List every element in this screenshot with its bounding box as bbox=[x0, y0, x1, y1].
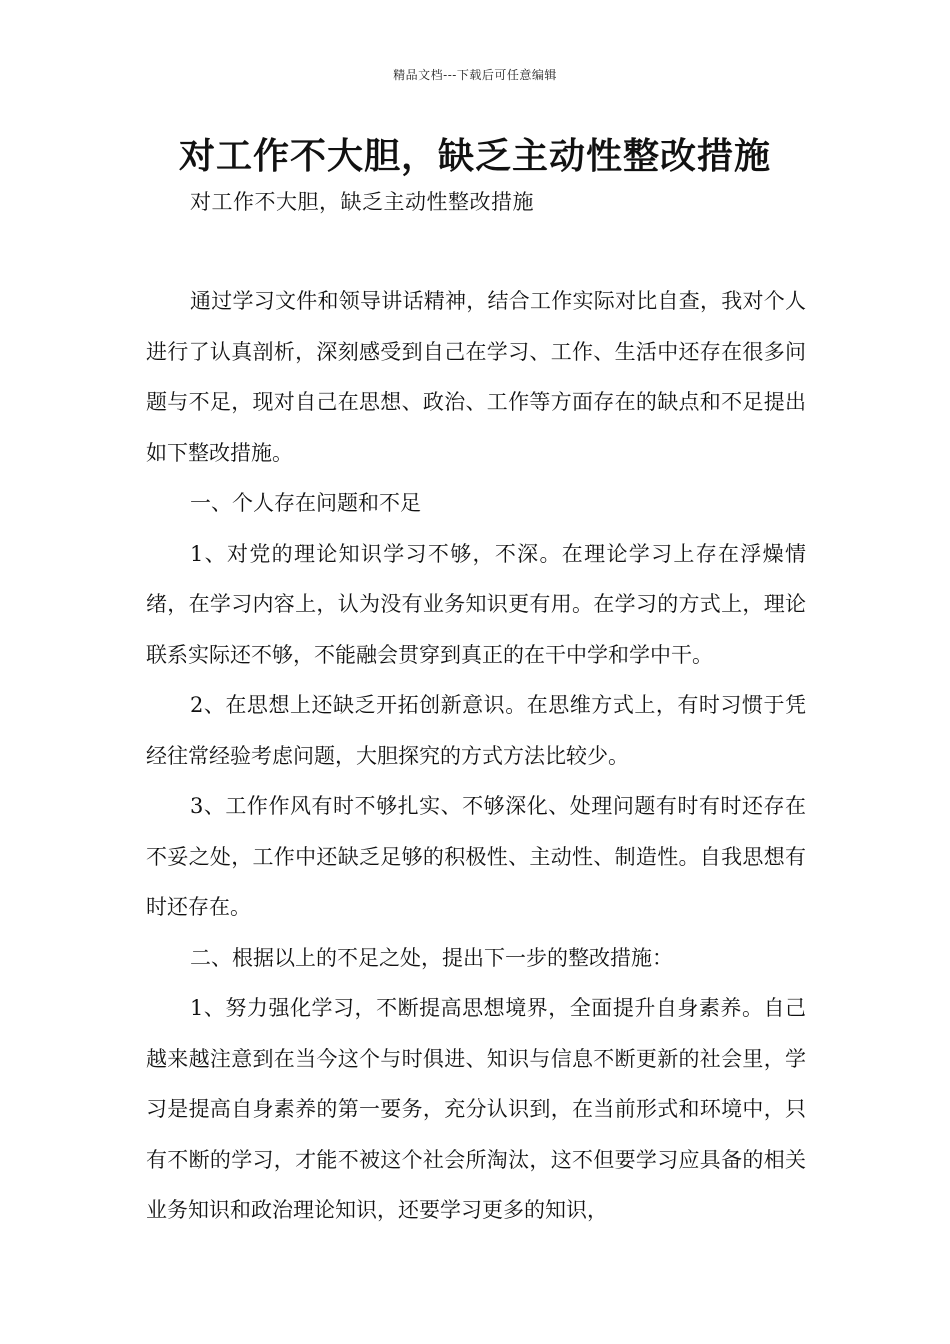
page-title: 对工作不大胆，缺乏主动性整改措施 bbox=[178, 136, 771, 177]
paragraph-measure-1: 1、努力强化学习，不断提高思想境界，全面提升自身素养。自己越来越注意到在当今这个与时俱进、知识与信息不断更新的社会里，学习是提高自身素养的第一要务，充分认识到，在当前形式和环境中，只有不断的学习，才能不被这个社会所淘汰，这不但要学习应具备的相关业务知识和政治理论知识，还要学习更多的知识， bbox=[146, 996, 806, 1222]
subtitle: 对工作不大胆，缺乏主动性整改措施 bbox=[190, 190, 534, 214]
header-note: 精品文档---下载后可任意编辑 bbox=[393, 68, 557, 82]
paragraph-problem-1: 1、对党的理论知识学习不够，不深。在理论学习上存在浮燥情绪，在学习内容上，认为没有业务知识更有用。在学习的方式上，理论联系实际还不够，不能融会贯穿到真正的在干中学和学中干。 bbox=[146, 541, 806, 667]
section-heading-measures: 二、根据以上的不足之处，提出下一步的整改措施： bbox=[190, 945, 673, 970]
paragraph-problem-3: 3、工作作风有时不够扎实、不够深化、处理问题有时有时还存在不妥之处，工作中还缺乏足够的积极性、主动性、制造性。自我思想有时还存在。 bbox=[146, 794, 806, 919]
paragraph-intro: 通过学习文件和领导讲话精神，结合工作实际对比自查，我对个人进行了认真剖析，深刻感受到自己在学习、工作、生活中还存在很多问题与不足，现对自己在思想、政治、工作等方面存在的缺点和不足提出如下整改措施。 bbox=[146, 289, 806, 465]
section-heading-problems: 一、个人存在问题和不足 bbox=[190, 491, 421, 515]
document-body bbox=[146, 276, 806, 1236]
paragraph-problem-2: 2、在思想上还缺乏开拓创新意识。在思维方式上，有时习惯于凭经往常经验考虑问题，大胆探究的方式方法比较少。 bbox=[146, 693, 806, 768]
